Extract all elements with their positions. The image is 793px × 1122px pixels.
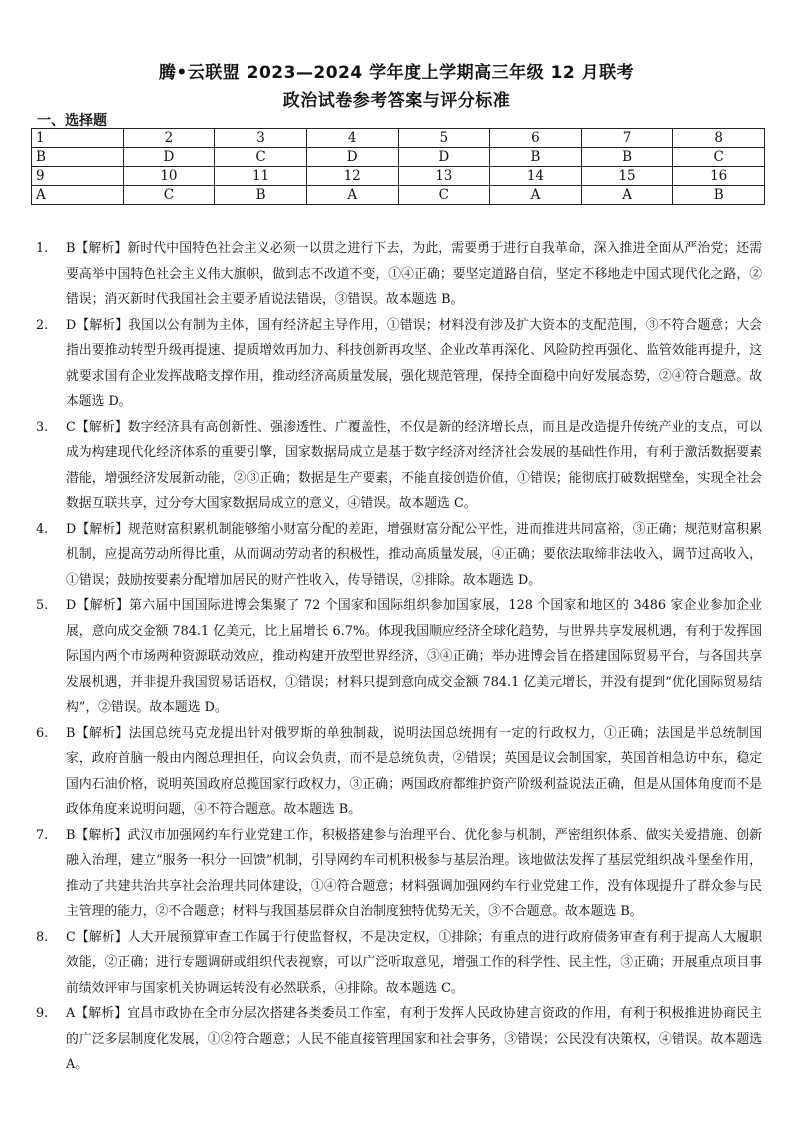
explanation-text: D【解析】第六届中国国际进博会集聚了 72 个国家和国际组织参加国家展，128 个国家和地区的 3486 家企业参加企业展，意向成交金额 784.1 亿美元，比上届增长 6.7%。体现我国顺应经济全球化趋势，与世界共享发展机遇，有利于发挥国际国内两个市场两种资源联动效应，推动构建开放型世界经济，③④正确；举办进博会旨在搭建国际贸易平台，与各国共享发展机遇，并非提升我国贸易话语权，①错误；材料只提到意向成交金额 784.1 亿美元增长，并没有提到“优化国际贸易结构”，②错误。故本题选 D。 bbox=[66, 598, 762, 715]
answer-row bbox=[32, 186, 765, 205]
explanation-number: 1. bbox=[36, 241, 49, 256]
explanation-number: 4. bbox=[36, 521, 49, 537]
answer-cell: C bbox=[398, 186, 490, 205]
question-number-cell: 2 bbox=[123, 129, 215, 148]
explanation-item bbox=[36, 313, 762, 415]
explanation-item bbox=[36, 925, 762, 1002]
question-number-cell: 16 bbox=[673, 167, 765, 186]
explanation-text: C【解析】数字经济具有高创新性、强渗透性、广覆盖性，不仅是新的经济增长点，而且是改造提升传统产业的支点，可以成为构建现代化经济体系的重要引擎，国家数据局成立是基于数字经济对经济社会发展的基础性作用，有利于激活数据要素潜能，增强经济发展新动能，②③正确；数据是生产要素，不能直接创造价值，①错误；能彻底打破数据壁垒，实现全社会数据互联共享，过分夸大国家数据局成立的意义，④错误。故本题选 C。 bbox=[66, 419, 762, 511]
explanation-number: 6. bbox=[36, 725, 49, 741]
explanation-text: B【解析】法国总统马克龙提出针对俄罗斯的单独制裁，说明法国总统拥有一定的行政权力，①正确；法国是半总统制国家，政府首脑一般由内阁总理担任，向议会负责，而不是总统负责，②错误；英国是议会制国家，英国首相急访中东，稳定国内石油价格，说明英国政府总揽国家行政权力，③正确；两国政府都维护资产阶级利益说法正确，但是从国体角度而不是政体角度来说明问题，④不符合题意。故本题选 B。 bbox=[66, 725, 762, 817]
answer-cell: A bbox=[490, 186, 582, 205]
question-number-cell: 7 bbox=[581, 129, 673, 148]
answer-cell: C bbox=[123, 186, 215, 205]
explanation-item bbox=[36, 593, 762, 721]
answer-cell: D bbox=[306, 148, 398, 167]
explanation-number: 7. bbox=[36, 827, 49, 843]
answer-cell: D bbox=[398, 148, 490, 167]
question-number-cell: 14 bbox=[490, 167, 582, 186]
answer-cell: C bbox=[215, 148, 307, 167]
answer-cell: A bbox=[306, 186, 398, 205]
question-number-cell: 4 bbox=[306, 129, 398, 148]
explanation-number: 9. bbox=[36, 1006, 49, 1021]
answer-cell: A bbox=[32, 186, 124, 205]
document-subtitle: 政治试卷参考答案与评分标准 bbox=[282, 91, 511, 111]
question-number-row bbox=[32, 129, 765, 148]
question-number-cell: 11 bbox=[215, 167, 307, 186]
answer-cell: B bbox=[32, 148, 124, 167]
explanation-number: 2. bbox=[36, 317, 49, 333]
explanations-list bbox=[36, 236, 762, 1078]
question-number-cell: 12 bbox=[306, 167, 398, 186]
question-number-cell: 8 bbox=[673, 129, 765, 148]
explanation-number: 3. bbox=[36, 419, 49, 435]
explanation-item bbox=[36, 721, 762, 823]
question-number-cell: 9 bbox=[32, 167, 124, 186]
answer-row bbox=[32, 148, 765, 167]
explanation-item bbox=[36, 517, 762, 594]
answer-cell: B bbox=[215, 186, 307, 205]
explanation-text: A【解析】宜昌市政协在全市分层次搭建各类委员工作室，有利于发挥人民政协建言资政的作用，有利于积极推进协商民主的广泛多层制度化发展，①②符合题意；人民不能直接管理国家和社会事务，③错误；公民没有决策权，④错误。故本题选 A。 bbox=[66, 1006, 762, 1072]
explanation-item bbox=[36, 1001, 762, 1078]
question-number-row bbox=[32, 167, 765, 186]
answer-cell: B bbox=[581, 148, 673, 167]
question-number-cell: 5 bbox=[398, 129, 490, 148]
answer-cell: D bbox=[123, 148, 215, 167]
explanation-number: 8. bbox=[36, 929, 49, 945]
explanation-item bbox=[36, 823, 762, 925]
document-title: 腾•云联盟 2023—2024 学年度上学期高三年级 12 月联考 bbox=[158, 63, 635, 83]
explanation-text: C【解析】人大开展预算审查工作属于行使监督权，不是决定权，①排除；有重点的进行政府债务审查有利于提高人大履职效能，②正确；进行专题调研或组织代表视察，可以广泛听取意见，增强工作的科学性、民主性，③正确；开展重点项目事前绩效评审与国家机关协调运转没有必然联系，④排除。故本题选 C。 bbox=[66, 929, 762, 996]
answer-table bbox=[31, 128, 765, 205]
answer-cell: B bbox=[490, 148, 582, 167]
section-heading: 一、选择题 bbox=[37, 113, 107, 129]
explanation-item bbox=[36, 415, 762, 517]
explanation-text: B【解析】新时代中国特色社会主义必须一以贯之进行下去，为此，需要勇于进行自我革命，深入推进全面从严治党；还需要高举中国特色社会主义伟大旗帜，做到志不改道不变，①④正确；要坚定道路自信，坚定不移地走中国式现代化之路，②错误；消灭新时代我国社会主要矛盾说法错误，③错误。故本题选 B。 bbox=[66, 241, 762, 307]
question-number-cell: 1 bbox=[32, 129, 124, 148]
answer-cell: B bbox=[673, 186, 765, 205]
answer-cell: A bbox=[581, 186, 673, 205]
answer-cell: C bbox=[673, 148, 765, 167]
question-number-cell: 15 bbox=[581, 167, 673, 186]
question-number-cell: 10 bbox=[123, 167, 215, 186]
explanation-text: B【解析】武汉市加强网约车行业党建工作，积极搭建参与治理平台、优化参与机制，严密组织体系、做实关爱措施、创新融入治理，建立“服务一积分一回馈”机制，引导网约车司机积极参与基层治理。该地做法发挥了基层党组织战斗堡垒作用，推动了共建共治共享社会治理共同体建设，①④符合题意；材料强调加强网约车行业党建工作，没有体现提升了群众参与民主管理的能力，②不合题意；材料与我国基层群众自治制度独特优势无关，③不合题意。故本题选 B。 bbox=[66, 827, 762, 919]
explanation-item bbox=[36, 236, 762, 313]
question-number-cell: 6 bbox=[490, 129, 582, 148]
question-number-cell: 13 bbox=[398, 167, 490, 186]
question-number-cell: 3 bbox=[215, 129, 307, 148]
explanation-number: 5. bbox=[36, 598, 49, 613]
explanation-text: D【解析】规范财富积累机制能够缩小财富分配的差距，增强财富分配公平性，进而推进共同富裕，③正确；规范财富积累机制，应提高劳动所得比重，从而调动劳动者的积极性，推动高质量发展，④正确；要依法取缔非法收入，调节过高收入，①错误；鼓励按要素分配增加居民的财产性收入，传导错误，②排除。故本题选 D。 bbox=[66, 521, 762, 588]
explanation-text: D【解析】我国以公有制为主体，国有经济起主导作用，①错误；材料没有涉及扩大资本的支配范围，③不符合题意；大会指出要推动转型升级再提速、提质增效再加力、科技创新再攻坚、企业改革再深化、风险防控再强化、监管效能再提升，这就要求国有企业发挥战略支撑作用，推动经济高质量发展，强化规范管理，保持全面稳中向好发展态势，②④符合题意。故本题选 D。 bbox=[66, 317, 762, 409]
